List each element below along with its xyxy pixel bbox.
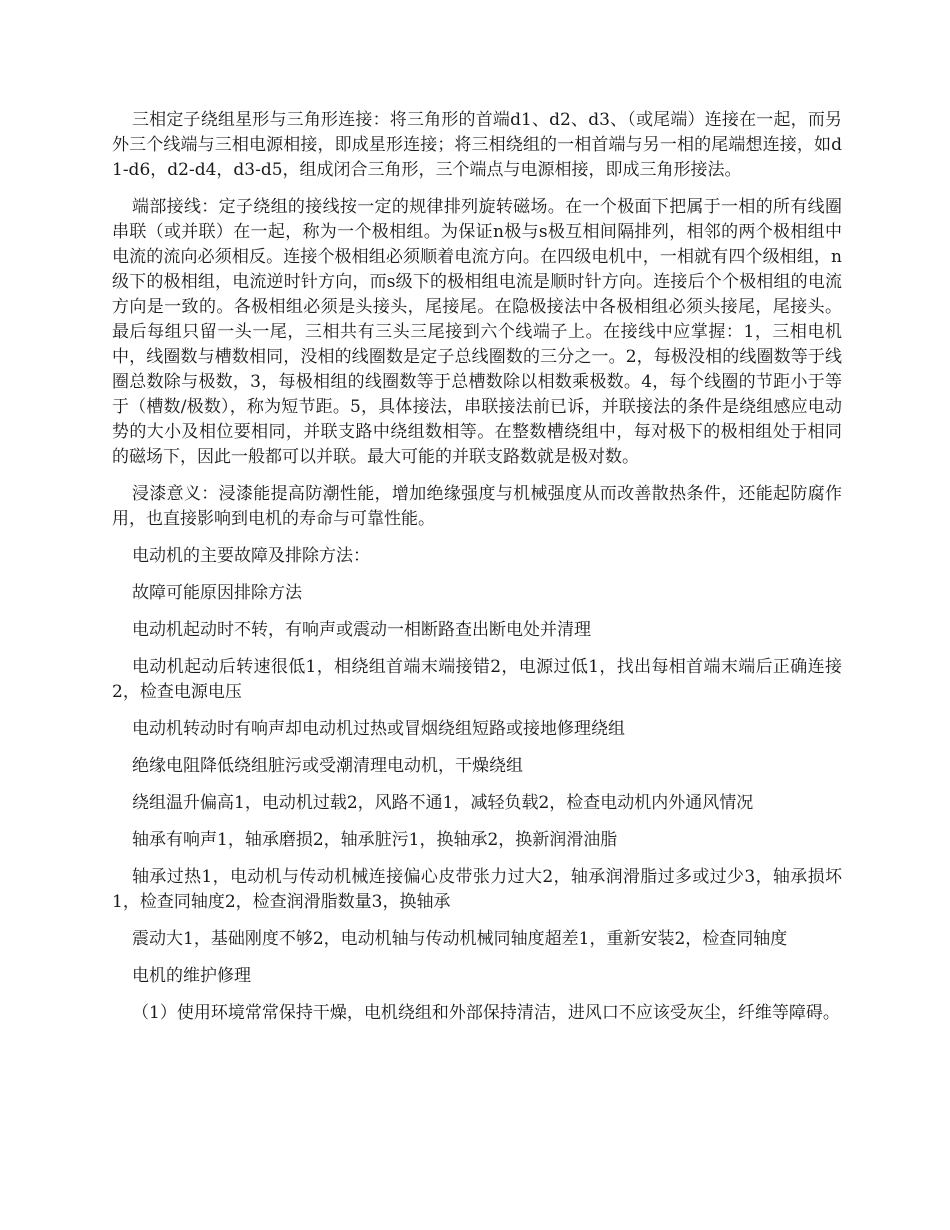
paragraph-star-delta: 三相定子绕组星形与三角形连接：将三角形的首端d1、d2、d3、（或尾端）连接在一起，而另外三个线端与三相电源相接，即成星形连接；将三相绕组的一相首端与另一相的尾端想连接，如d1-d6，d2-d4，d3-d5，组成闭合三角形，三个端点与电源相接，即成三角形接法。 (112, 110, 842, 180)
paragraph-maintenance-item-1: （1）使用环境常常保持干燥，电机绕组和外部保持清洁，进风口不应该受灰尘，纤维等障碍。 (132, 1003, 840, 1023)
paragraph-fault-insulation: 绝缘电阻降低绕组脏污或受潮清理电动机，干燥绕组 (132, 756, 523, 776)
paragraph-varnish: 浸漆意义：浸漆能提高防潮性能，增加绝缘强度与机械强度从而改善散热条件，还能起防腐作用，也直接影响到电机的寿命与可靠性能。 (112, 484, 842, 529)
paragraph-fault-table-header: 故障可能原因排除方法 (132, 583, 302, 603)
paragraph-maintenance-heading: 电机的维护修理 (132, 966, 251, 986)
paragraph-fault-no-start: 电动机起动时不转，有响声或震动一相断路查出断电处并清理 (132, 620, 591, 640)
paragraph-end-wiring: 端部接线：定子绕组的接线按一定的规律排列旋转磁场。在一个极面下把属于一相的所有线圈串联（或并联）在一起，称为一个极相组。为保证n极与s极互相间隔排列，相邻的两个极相组中电流的流向必须相反。连接个极相组必须顺着电流方向。在四级电机中，一相就有四个级相组，n级下的极相组，电流逆时针方向，而s级下的极相组电流是顺时针方向。连接后个个极相组的电流方向是一致的。各极相组必须是头接头，尾接尾。在隐极接法中各极相组必须头接尾，尾接头。最后每组只留一头一尾，三相共有三头三尾接到六个线端子上。在接线中应掌握：1，三相电机中，线圈数与槽数相同，没相的线圈数是定子总线圈数的三分之一。2，每极没相的线圈数等于线圈总数除与极数，3，每极相组的线圈数等于总槽数除以相数乘极数。4，每个线圈的节距小于等于（槽数/极数），称为短节距。5，具体接法，串联接法前已诉，并联接法的条件是绕组感应电动势的大小及相位要相同，并联支路中绕组数相等。在整数槽绕组中，每对极下的极相组处于相同的磁场下，因此一般都可以并联。最大可能的并联支路数就是极对数。 (112, 197, 842, 467)
paragraph-fault-bearing-noise: 轴承有响声1，轴承磨损2，轴承脏污1，换轴承2，换新润滑油脂 (132, 830, 618, 850)
paragraph-faults-heading: 电动机的主要故障及排除方法： (132, 546, 370, 566)
paragraph-fault-vibration: 震动大1，基础刚度不够2，电动机轴与传动机械同轴度超差1，重新安装2，检查同轴度 (132, 929, 788, 949)
document-body (112, 108, 842, 1038)
paragraph-fault-low-speed: 电动机起动后转速很低1，相绕组首端末端接错2，电源过低1，找出每相首端末端后正确连接2，检查电源电压 (112, 657, 842, 702)
paragraph-fault-overheat: 电动机转动时有响声却电动机过热或冒烟绕组短路或接地修理绕组 (132, 719, 625, 739)
paragraph-fault-temp-rise: 绕组温升偏高1，电动机过载2，风路不通1，减轻负载2，检查电动机内外通风情况 (132, 793, 754, 813)
paragraph-fault-bearing-heat: 轴承过热1，电动机与传动机械连接偏心皮带张力过大2，轴承润滑脂过多或过少3，轴承损坏1，检查同轴度2，检查润滑脂数量3，换轴承 (112, 867, 842, 912)
